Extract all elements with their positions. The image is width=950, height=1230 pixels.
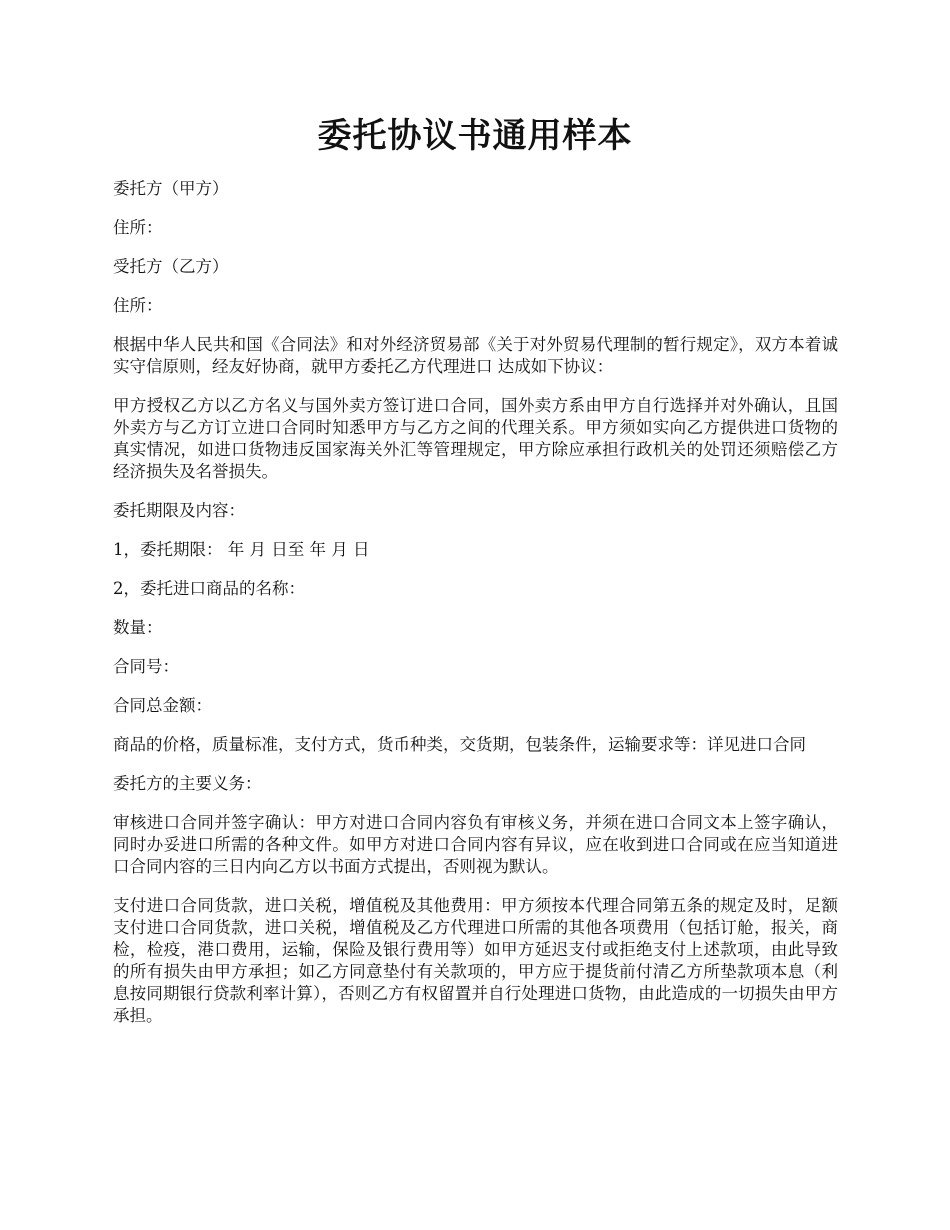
paragraph-term-heading: 委托期限及内容： bbox=[113, 501, 245, 520]
paragraph-authorization: 甲方授权乙方以乙方名义与国外卖方签订进口合同，国外卖方系由甲方自行选择并对外确认，且国外卖方与乙方订立进口合同时知悉甲方与乙方之间的代理关系。甲方须如实向乙方提供进口货物的真实情况，如进口货物违反国家海关外汇等管理规定，甲方除应承担行政机关的处罚还须赔偿乙方经济损失及名誉损失。 bbox=[113, 396, 838, 481]
paragraph-payment: 支付进口合同货款，进口关税，增值税及其他费用：甲方须按本代理合同第五条的规定及时，足额支付进口合同货款，进口关税，增值税及乙方代理进口所需的其他各项费用（包括订舱，报关，商检，检疫，港口费用，运输，保险及银行费用等）如甲方延迟支付或拒绝支付上述款项，由此导致的所有损失由甲方承担；如乙方同意垫付有关款项的，甲方应于提货前付清乙方所垫款项本息（利息按同期银行贷款利率计算），否则乙方有权留置并自行处理进口货物，由此造成的一切损失由甲方承担。 bbox=[113, 896, 838, 1025]
paragraph-obligations-heading: 委托方的主要义务： bbox=[113, 774, 262, 793]
paragraph-contract-amount: 合同总金额： bbox=[113, 696, 212, 715]
paragraph-goods-terms: 商品的价格，质量标准，支付方式，货币种类，交货期，包装条件，运输要求等：详见进口合同 bbox=[113, 735, 806, 754]
paragraph-contract-number: 合同号： bbox=[113, 657, 179, 676]
paragraph-preamble: 根据中华人民共和国《合同法》和对外经济贸易部《关于对外贸易代理制的暂行规定》，双方本着诚实守信原则，经友好协商，就甲方委托乙方代理进口 达成如下协议： bbox=[113, 335, 838, 376]
document-body bbox=[113, 178, 838, 1044]
paragraph-agent: 受托方（乙方） bbox=[113, 257, 229, 276]
paragraph-quantity: 数量： bbox=[113, 618, 163, 637]
paragraph-review-contract: 审核进口合同并签字确认：甲方对进口合同内容负有审核义务，并须在进口合同文本上签字确认，同时办妥进口所需的各种文件。如甲方对进口合同内容有异议，应在收到进口合同或在应当知道进口合同内容的三日内向乙方以书面方式提出，否则视为默认。 bbox=[113, 813, 838, 876]
paragraph-principal: 委托方（甲方） bbox=[113, 179, 229, 198]
paragraph-principal-address: 住所： bbox=[113, 218, 163, 237]
paragraph-goods-name: 2，委托进口商品的名称： bbox=[113, 579, 305, 598]
paragraph-term-period: 1，委托期限： 年 月 日至 年 月 日 bbox=[113, 540, 370, 559]
document-title: 委托协议书通用样本 bbox=[317, 116, 633, 156]
paragraph-agent-address: 住所： bbox=[113, 296, 163, 315]
